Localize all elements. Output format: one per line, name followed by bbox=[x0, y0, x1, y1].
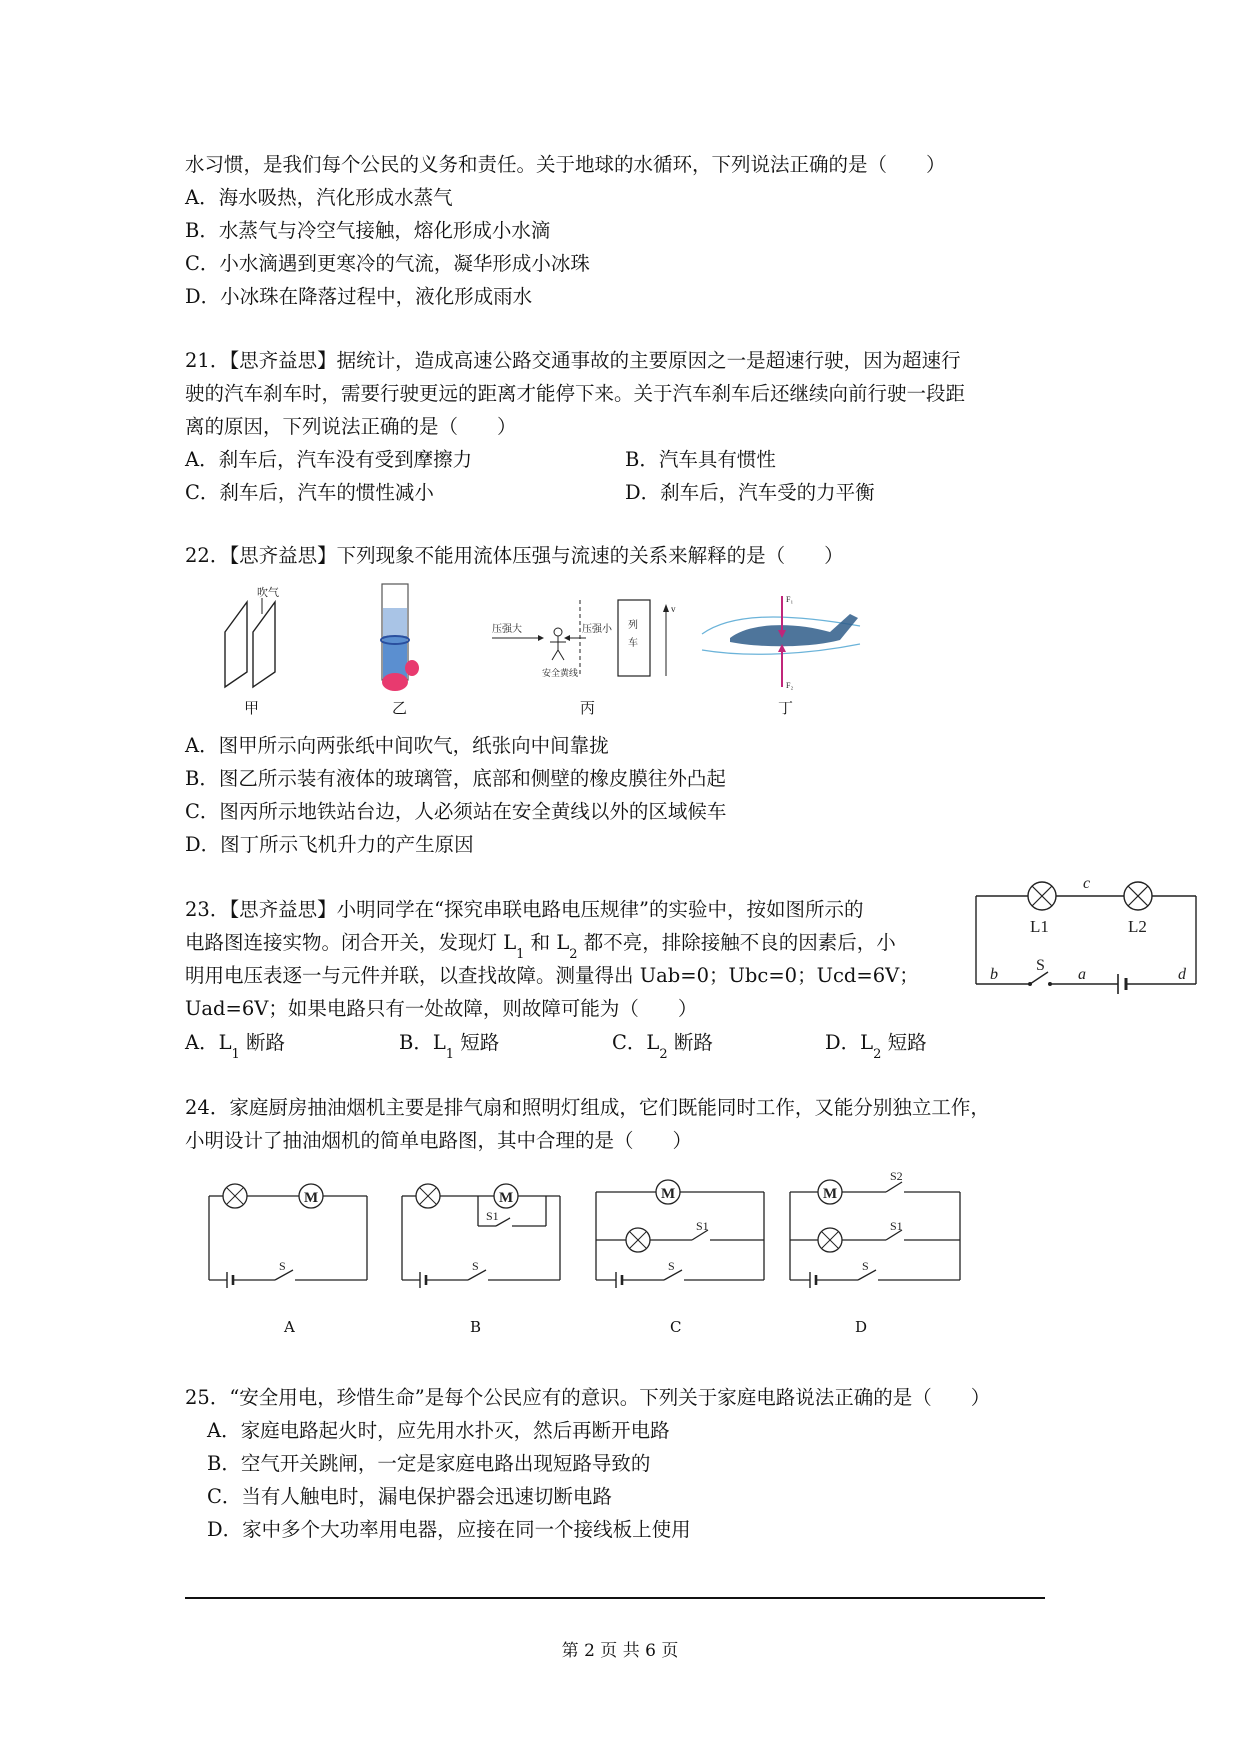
q24-d-switch2: S2 bbox=[890, 1169, 903, 1183]
figure-ding-f2: F₂ bbox=[786, 681, 794, 690]
q25-stem: 25．“安全用电，珍惜生命”是每个公民应有的意识。下列关于家庭电路说法正确的是（ ） bbox=[185, 1386, 991, 1409]
q24-circuit-a bbox=[205, 1180, 375, 1295]
figure-ding bbox=[700, 592, 870, 692]
q20-option-d: D．小冰珠在降落过程中，液化形成雨水 bbox=[185, 285, 533, 308]
figure-jia-label: 甲 bbox=[244, 699, 260, 717]
q24-b-motor: M bbox=[499, 1190, 514, 1206]
q23-line2-sub1: 1 bbox=[516, 946, 525, 962]
q23-option-a bbox=[185, 1030, 286, 1062]
q24-b-switch: S bbox=[472, 1259, 479, 1273]
q24-label-d: D bbox=[855, 1318, 868, 1336]
q23-circuit bbox=[968, 874, 1203, 1004]
q23-option-b-post: 短路 bbox=[454, 1031, 500, 1054]
q24-a-motor: M bbox=[304, 1190, 319, 1206]
q23-label-s: S bbox=[1036, 957, 1045, 974]
q24-stem-line1: 24．家庭厨房抽油烟机主要是排气扇和照明灯组成，它们既能同时工作，又能分别独立工作， bbox=[185, 1096, 990, 1119]
q23-label-a: a bbox=[1078, 966, 1086, 983]
q24-label-a: A bbox=[284, 1318, 295, 1336]
q23-option-a-pre: A．L bbox=[185, 1031, 232, 1054]
q24-b-switch1: S1 bbox=[486, 1209, 499, 1223]
q24-stem-line2: 小明设计了抽油烟机的简单电路图，其中合理的是（ ） bbox=[185, 1129, 693, 1152]
q21-option-b: B．汽车具有惯性 bbox=[625, 448, 776, 471]
page-footer: 第 2 页 共 6 页 bbox=[561, 1641, 679, 1661]
q25-option-c: C．当有人触电时，漏电保护器会迅速切断电路 bbox=[207, 1485, 612, 1508]
q23-option-d-sub: 2 bbox=[873, 1046, 882, 1062]
q22-option-c: C．图丙所示地铁站台边，人必须站在安全黄线以外的区域候车 bbox=[185, 800, 727, 823]
q24-label-c: C bbox=[670, 1318, 682, 1336]
q22-option-d: D．图丁所示飞机升力的产生原因 bbox=[185, 833, 474, 856]
q23-option-c-post: 断路 bbox=[667, 1031, 713, 1054]
q23-option-d-post: 短路 bbox=[881, 1031, 927, 1054]
figure-yi-label: 乙 bbox=[392, 699, 408, 717]
q23-option-b bbox=[399, 1030, 500, 1062]
q23-label-l2: L2 bbox=[1128, 917, 1147, 936]
q25-option-d: D．家中多个大功率用电器，应接在同一个接线板上使用 bbox=[207, 1518, 691, 1541]
q23-label-d: d bbox=[1178, 966, 1186, 983]
q24-a-switch: S bbox=[279, 1259, 286, 1273]
q23-option-d bbox=[825, 1030, 927, 1062]
figure-bing-pressure-high: 压强大 bbox=[492, 624, 522, 635]
q22-stem: 22．【思齐益思】下列现象不能用流体压强与流速的关系来解释的是（ ） bbox=[185, 544, 844, 567]
q23-line2-c: 都不亮，排除接触不良的因素后，小 bbox=[577, 931, 896, 954]
q20-option-b: B．水蒸气与冷空气接触，熔化形成小水滴 bbox=[185, 219, 551, 242]
q23-stem-line1: 23．【思齐益思】小明同学在“探究串联电路电压规律”的实验中，按如图所示的 bbox=[185, 898, 864, 921]
q24-d-motor: M bbox=[823, 1186, 838, 1202]
q22-option-a: A．图甲所示向两张纸中间吹气，纸张向中间靠拢 bbox=[185, 734, 609, 757]
q25-option-a: A．家庭电路起火时，应先用水扑灭，然后再断开电路 bbox=[207, 1419, 670, 1442]
figure-bing-pressure-low: 压强小 bbox=[582, 624, 612, 635]
q21-stem-line2: 驶的汽车刹车时，需要行驶更远的距离才能停下来。关于汽车刹车后还继续向前行驶一段距 bbox=[185, 382, 966, 405]
q23-option-b-sub: 1 bbox=[445, 1046, 455, 1062]
q24-label-b: B bbox=[470, 1318, 482, 1336]
q21-option-c: C．刹车后，汽车的惯性减小 bbox=[185, 481, 434, 504]
q21-stem-line3: 离的原因，下列说法正确的是（ ） bbox=[185, 415, 517, 438]
q20-stem-tail: 水习惯，是我们每个公民的义务和责任。关于地球的水循环，下列说法正确的是（ ） bbox=[185, 153, 946, 176]
q24-c-switch: S bbox=[668, 1259, 675, 1273]
q23-stem-line2 bbox=[185, 930, 896, 962]
q24-circuit-b bbox=[398, 1180, 568, 1295]
q24-c-switch1: S1 bbox=[696, 1219, 709, 1233]
q23-label-b: b bbox=[990, 966, 998, 983]
q23-option-c-pre: C．L bbox=[612, 1031, 660, 1054]
figure-ding-label: 丁 bbox=[778, 699, 794, 717]
q21-option-a: A．刹车后，汽车没有受到摩擦力 bbox=[185, 448, 473, 471]
figure-bing-label: 丙 bbox=[580, 699, 596, 717]
footer-rule bbox=[185, 1597, 1045, 1599]
q22-option-b: B．图乙所示装有液体的玻璃管，底部和侧壁的橡皮膜往外凸起 bbox=[185, 767, 726, 790]
q21-option-d: D．刹车后，汽车受的力平衡 bbox=[625, 481, 875, 504]
q23-label-c: c bbox=[1083, 875, 1091, 892]
q25-option-b: B．空气开关跳闸，一定是家庭电路出现短路导致的 bbox=[207, 1452, 651, 1475]
q23-option-b-pre: B．L bbox=[399, 1031, 446, 1054]
q23-line2-b: 和 L bbox=[524, 931, 570, 954]
figure-yi bbox=[370, 580, 430, 695]
q23-stem-line4: Uad=6V；如果电路只有一处故障，则故障可能为（ ） bbox=[185, 997, 698, 1020]
q24-c-motor: M bbox=[661, 1186, 676, 1202]
figure-ding-f1: F₁ bbox=[786, 595, 794, 604]
q23-stem-line3: 明用电压表逐一与元件并联，以查找故障。测量得出 Uab=0；Ubc=0；Ucd=6V； bbox=[185, 964, 919, 987]
q23-label-l1: L1 bbox=[1030, 917, 1049, 936]
figure-bing-train-2: 车 bbox=[628, 638, 638, 649]
q24-d-switch1: S1 bbox=[890, 1219, 903, 1233]
q20-option-a: A．海水吸热，汽化形成水蒸气 bbox=[185, 186, 453, 209]
figure-bing-v-label: v bbox=[671, 604, 676, 614]
figure-bing-train-1: 列 bbox=[628, 620, 638, 631]
q23-option-a-sub: 1 bbox=[231, 1046, 240, 1062]
q21-stem-line1: 21．【思齐益思】据统计，造成高速公路交通事故的主要原因之一是超速行驶，因为超速行 bbox=[185, 349, 961, 372]
figure-bing bbox=[490, 598, 680, 688]
q24-circuit-d bbox=[786, 1168, 966, 1295]
q23-line2-sub2: 2 bbox=[569, 946, 578, 962]
q23-option-a-post: 断路 bbox=[239, 1031, 286, 1054]
q23-option-c bbox=[612, 1030, 713, 1062]
figure-bing-safety-line: 安全黄线 bbox=[542, 668, 579, 678]
q24-d-switch: S bbox=[862, 1259, 869, 1273]
q23-line2-a: 电路图连接实物。闭合开关，发现灯 L bbox=[185, 931, 517, 954]
q23-option-d-pre: D．L bbox=[825, 1031, 874, 1054]
q24-circuit-c bbox=[592, 1172, 770, 1295]
q23-option-c-sub: 2 bbox=[659, 1046, 668, 1062]
figure-jia bbox=[215, 582, 305, 692]
q20-option-c: C．小水滴遇到更寒冷的气流，凝华形成小冰珠 bbox=[185, 252, 590, 275]
figure-jia-blow-label: 吹气 bbox=[257, 587, 279, 599]
